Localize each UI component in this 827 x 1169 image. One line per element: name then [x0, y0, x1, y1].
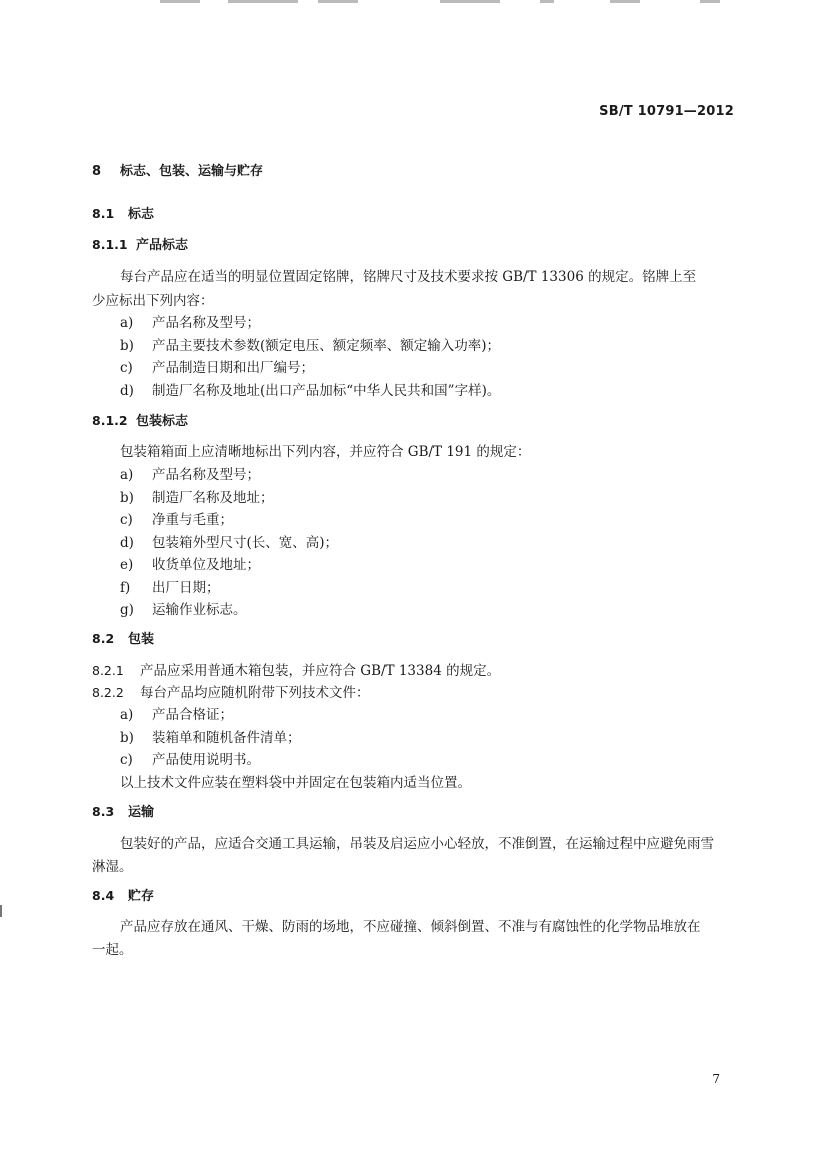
list-text: 出厂日期；: [152, 580, 220, 596]
section-8-2-title: 包装: [128, 632, 155, 647]
section-8-2-closing: 以上技术文件应装在塑料袋中并固定在包装箱内适当位置。: [120, 775, 471, 791]
section-8-2-1: [92, 662, 500, 680]
scan-edge-mark: [0, 905, 2, 917]
list-text: 净重与毛重；: [152, 512, 233, 528]
list-text: 产品制造日期和出厂编号；: [152, 360, 314, 376]
section-8-2-2-number: 8.2.2: [92, 685, 124, 700]
section-8-2-2-text: 每台产品均应随机附带下列技术文件：: [140, 685, 370, 701]
list-item: [120, 337, 500, 355]
standard-code: SB/T 10791—2012: [599, 104, 734, 119]
section-8-2-heading: [92, 630, 154, 649]
list-text: 产品名称及型号；: [152, 315, 260, 331]
list-letter: a): [120, 315, 134, 331]
section-8-1-1-number: 8.1.1: [92, 237, 128, 252]
list-item: [120, 556, 260, 574]
section-8-1-2-title: 包装标志: [136, 414, 189, 429]
list-letter: b): [120, 730, 134, 746]
page-number: 7: [712, 1072, 720, 1086]
section-8-1-1-heading: [92, 236, 188, 255]
section-8-2-1-number: 8.2.1: [92, 663, 124, 678]
list-item: [120, 534, 338, 552]
section-8-1-1-para-line1: 每台产品应在适当的明显位置固定铭牌，铭牌尺寸及技术要求按 GB/T 13306 的规定。铭牌上至: [120, 269, 697, 285]
section-8-1-1-para-line2: 少应标出下列内容：: [92, 293, 214, 309]
list-text: 装箱单和随机备件清单；: [152, 730, 301, 746]
section-8-3-para-line1: 包装好的产品，应适合交通工具运输，吊装及启运应小心轻放，不准倒置，在运输过程中应避免雨雪: [120, 836, 714, 852]
section-8-heading: [92, 163, 263, 181]
list-item: [120, 489, 274, 507]
list-letter: c): [120, 752, 133, 768]
section-8-4-title: 贮存: [128, 889, 155, 904]
list-letter: d): [120, 383, 134, 399]
section-8-4-heading: [92, 887, 154, 906]
list-letter: c): [120, 512, 133, 528]
section-8-1-title: 标志: [128, 207, 155, 222]
list-text: 收货单位及地址；: [152, 557, 260, 573]
list-item: [120, 511, 233, 529]
list-text: 制造厂名称及地址；: [152, 490, 274, 506]
section-8-1-heading: [92, 205, 154, 224]
list-letter: a): [120, 707, 134, 723]
list-item: [120, 706, 233, 724]
section-8-4-number: 8.4: [92, 888, 115, 903]
list-text: 产品合格证；: [152, 707, 233, 723]
section-8-1-2-heading: [92, 412, 188, 431]
list-letter: f): [120, 580, 131, 596]
list-letter: e): [120, 557, 134, 573]
list-text: 产品主要技术参数(额定电压、额定频率、额定输入功率)；: [152, 338, 501, 354]
section-8-title: 标志、包装、运输与贮存: [120, 164, 264, 179]
list-text: 产品名称及型号；: [152, 467, 260, 483]
scan-artifacts: [0, 0, 827, 10]
list-item: [120, 729, 301, 747]
list-text: 运输作业标志。: [152, 602, 247, 618]
list-letter: a): [120, 467, 134, 483]
section-8-number: 8: [92, 164, 102, 179]
section-8-2-number: 8.2: [92, 631, 115, 646]
list-text: 包装箱外型尺寸(长、宽、高)；: [152, 535, 339, 551]
list-letter: b): [120, 338, 134, 354]
section-8-2-1-text: 产品应采用普通木箱包装，并应符合 GB/T 13384 的规定。: [140, 663, 501, 679]
section-8-1-2-number: 8.1.2: [92, 413, 128, 428]
section-8-1-number: 8.1: [92, 206, 115, 221]
section-8-3-title: 运输: [128, 805, 155, 820]
list-item: [120, 382, 500, 400]
section-8-2-2: [92, 684, 370, 702]
list-item: [120, 601, 247, 619]
section-8-3-heading: [92, 803, 154, 822]
list-text: 制造厂名称及地址(出口产品加标“中华人民共和国”字样)。: [152, 383, 501, 399]
list-letter: g): [120, 602, 134, 618]
section-8-1-2-para: 包装箱箱面上应清晰地标出下列内容，并应符合 GB/T 191 的规定：: [120, 444, 531, 460]
list-item: [120, 314, 260, 332]
list-item: [120, 359, 314, 377]
list-letter: b): [120, 490, 134, 506]
list-item: [120, 466, 260, 484]
section-8-4-para-line2: 一起。: [92, 942, 133, 958]
section-8-3-para-line2: 淋湿。: [92, 859, 133, 875]
list-item: [120, 751, 260, 769]
list-letter: c): [120, 360, 133, 376]
section-8-4-para-line1: 产品应存放在通风、干燥、防雨的场地，不应碰撞、倾斜倒置、不准与有腐蚀性的化学物品堆放在: [120, 919, 701, 935]
list-letter: d): [120, 535, 134, 551]
section-8-3-number: 8.3: [92, 804, 115, 819]
list-text: 产品使用说明书。: [152, 752, 260, 768]
section-8-1-1-title: 产品标志: [136, 238, 189, 253]
list-item: [120, 579, 220, 597]
